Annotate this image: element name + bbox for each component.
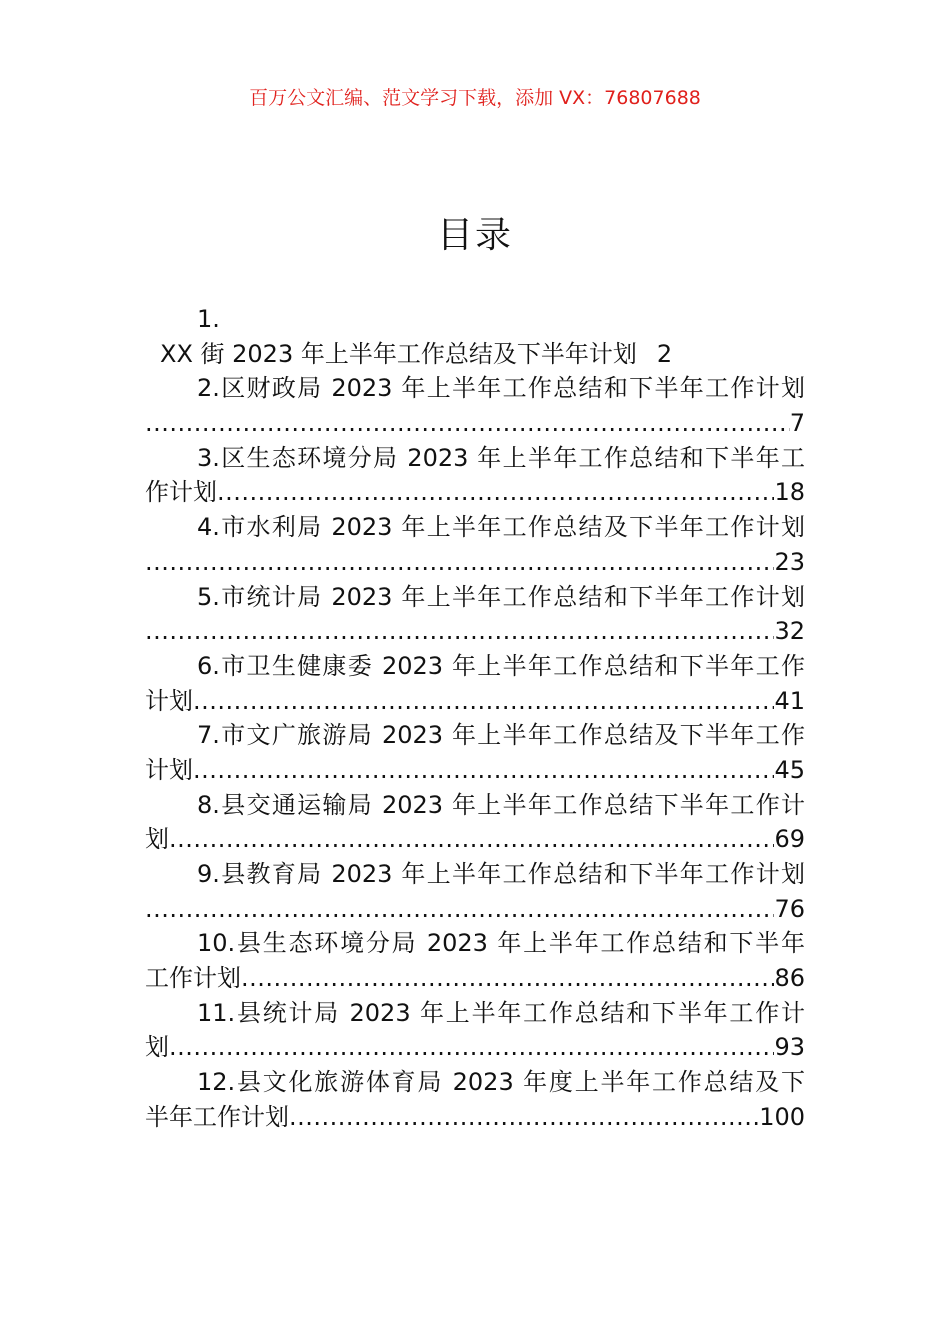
toc-entry-2[interactable]: [145, 371, 805, 440]
toc-entry-page: 93: [774, 1033, 805, 1062]
toc-entry-leader-line: [145, 961, 805, 996]
toc-entry-page: 100: [759, 1102, 805, 1131]
toc-entry-title: XX 街 2023 年上半年工作总结及下半年计划: [160, 339, 637, 368]
dot-leader: [241, 961, 774, 996]
toc-entry-title: 4.市水利局 2023 年上半年工作总结及下半年工作计划: [197, 513, 805, 542]
toc-entry-title-continued: 作计划: [145, 478, 217, 507]
toc-entry-leader-line: [145, 892, 805, 927]
toc-entry-title: 9.县教育局 2023 年上半年工作总结和下半年工作计划: [197, 860, 805, 888]
toc-entry-title-continued: 计划: [145, 755, 193, 784]
toc-entry-leader-line: [145, 545, 805, 580]
toc-entry-page: 2: [656, 339, 673, 368]
header-banner: 百万公文汇编、范文学习下载，添加 VX：76807688: [249, 87, 701, 109]
toc-entry-title: 2.区财政局 2023 年上半年工作总结和下半年工作计划: [197, 374, 805, 403]
toc-entry-leader-line: [145, 822, 805, 857]
dot-leader: [193, 684, 774, 719]
toc-entry-page: 76: [774, 894, 805, 923]
toc-entry-title: 12.县文化旅游体育局 2023 年度上半年工作总结及下: [197, 1068, 805, 1097]
toc-entry-title: 7.市文广旅游局 2023 年上半年工作总结及下半年工作: [197, 721, 805, 750]
toc-entry-page: 69: [774, 825, 805, 854]
toc-entry-title-continued: 划: [145, 1033, 169, 1062]
toc-entry-leader-line: [145, 614, 805, 649]
toc-entry-7[interactable]: [145, 718, 805, 787]
toc-entry-page: 18: [774, 478, 805, 507]
dot-leader: [145, 892, 774, 927]
dot-leader: [289, 1100, 759, 1135]
toc-entry-title: 10.县生态环境分局 2023 年上半年工作总结和下半年: [197, 929, 805, 958]
toc-entry-leader-line: [145, 406, 805, 441]
toc-entry-title-continued: 工作计划: [145, 964, 241, 993]
toc-entry-page: 41: [774, 686, 805, 715]
toc-entries: [145, 371, 805, 1134]
toc-entry-11[interactable]: [145, 996, 805, 1065]
table-of-contents: [145, 302, 805, 1135]
toc-entry-page: 7: [789, 409, 805, 438]
toc-entry-leader-line: [145, 753, 805, 788]
toc-entry-9[interactable]: [145, 857, 805, 926]
dot-leader: [169, 822, 774, 857]
toc-entry-leader-line: [145, 1100, 805, 1135]
toc-entry-page: 32: [774, 617, 805, 646]
toc-entry-title: 3.区生态环境分局 2023 年上半年工作总结和下半年工: [197, 443, 805, 472]
toc-entry-1-number[interactable]: 1.: [197, 305, 220, 333]
toc-entry-4[interactable]: [145, 510, 805, 579]
toc-entry-title-continued: 划: [145, 825, 169, 854]
toc-entry-page: 86: [774, 964, 805, 993]
toc-entry-page: 45: [774, 755, 805, 784]
toc-entry-title: 6.市卫生健康委 2023 年上半年工作总结和下半年工作: [197, 651, 805, 680]
toc-entry-title-continued: 半年工作计划: [145, 1102, 289, 1131]
toc-entry-title-continued: 计划: [145, 686, 193, 715]
toc-entry-6[interactable]: [145, 649, 805, 718]
toc-entry-leader-line: [145, 684, 805, 719]
dot-leader: [217, 475, 774, 510]
toc-entry-title: 11.县统计局 2023 年上半年工作总结和下半年工作计: [197, 998, 805, 1027]
toc-entry-leader-line: [145, 475, 805, 510]
dot-leader: [193, 753, 774, 788]
page-title: 目录: [436, 215, 513, 256]
dot-leader: [145, 614, 774, 649]
dot-leader: [145, 406, 790, 441]
toc-entry-5[interactable]: [145, 580, 805, 649]
toc-entry-page: 23: [774, 547, 805, 576]
toc-entry-title: 5.市统计局 2023 年上半年工作总结和下半年工作计划: [197, 582, 805, 611]
toc-entry-title: 8.县交通运输局 2023 年上半年工作总结下半年工作计: [197, 790, 805, 819]
toc-entry-leader-line: [145, 1030, 805, 1065]
dot-leader: [145, 545, 774, 580]
toc-entry-1[interactable]: [145, 337, 805, 372]
toc-entry-3[interactable]: [145, 441, 805, 510]
toc-entry-8[interactable]: [145, 788, 805, 857]
dot-leader: [169, 1030, 774, 1065]
toc-entry-10[interactable]: [145, 926, 805, 995]
toc-entry-12[interactable]: [145, 1065, 805, 1134]
